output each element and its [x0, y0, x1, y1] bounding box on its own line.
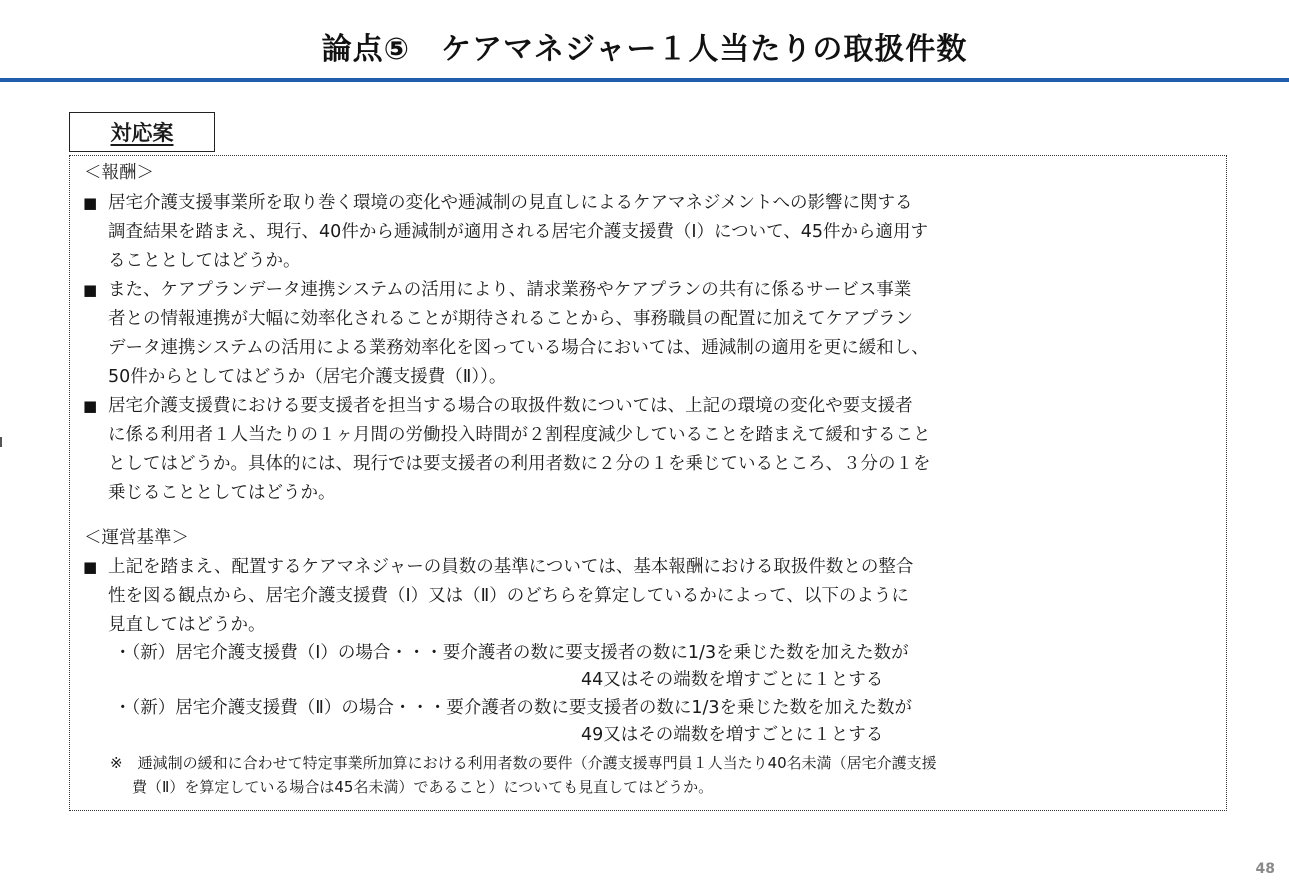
title-divider — [0, 78, 1289, 82]
bullet-marker: ■ — [83, 397, 98, 415]
bullet-3-line-3: としてはどうか。具体的には、現行では要支援者の利用者数に２分の１を乗じているところ、３分の１を — [108, 454, 931, 474]
bullet-1-line-1: 居宅介護支援事業所を取り巻く環境の変化や逓減制の見直しによるケアマネジメントへの影響に関する — [108, 193, 913, 213]
proposal-content-box — [69, 155, 1227, 811]
section-heading-remuneration: ＜報酬＞ — [84, 163, 154, 183]
sub-item-1-line-2: 44又はその端数を増すごとに１とする — [581, 670, 884, 690]
section-heading-operation: ＜運営基準＞ — [84, 528, 189, 548]
sub-item-1-line-1: ・（新）居宅介護支援費（Ⅰ）の場合・・・要介護者の数に要支援者の数に1/3を乗じた数を加えた数が — [114, 643, 909, 663]
note-line-2: 費（Ⅱ）を算定している場合は45名未満）であること）についても見直してはどうか。 — [132, 778, 714, 796]
bullet-1-line-3: ることとしてはどうか。 — [108, 251, 301, 271]
bullet-2-line-3: データ連携システムの活用による業務効率化を図っている場合においては、逓減制の適用を更に緩和し、 — [108, 338, 929, 358]
bullet-1-line-2: 調査結果を踏まえ、現行、40件から逓減制が適用される居宅介護支援費（Ⅰ）について、45件から適用す — [108, 222, 929, 242]
bullet-marker: ■ — [83, 281, 98, 299]
operation-bullet-line-3: 見直してはどうか。 — [108, 615, 266, 635]
page-title: 論点⑤ ケアマネジャー１人当たりの取扱件数 — [321, 32, 968, 67]
bullet-3-line-1: 居宅介護支援費における要支援者を担当する場合の取扱件数については、上記の環境の変化や要支援者 — [108, 396, 913, 416]
bullet-3-line-4: 乗じることとしてはどうか。 — [108, 483, 336, 503]
bullet-marker: ■ — [83, 558, 98, 576]
operation-bullet-line-2: 性を図る観点から、居宅介護支援費（Ⅰ）又は（Ⅱ）のどちらを算定しているかによって、以下のように — [108, 586, 909, 606]
operation-bullet-line-1: 上記を踏まえ、配置するケアマネジャーの員数の基準については、基本報酬における取扱件数との整合 — [108, 557, 914, 577]
note-line-1: ※ 逓減制の緩和に合わせて特定事業所加算における利用者数の要件（介護支援専門員１人当たり40名未満（居宅介護支援 — [110, 754, 937, 772]
bullet-marker: ■ — [83, 194, 98, 212]
bullet-2-line-4: 50件からとしてはどうか（居宅介護支援費（Ⅱ））。 — [108, 367, 507, 387]
page-number: 48 — [1255, 861, 1275, 877]
sub-item-2-line-1: ・（新）居宅介護支援費（Ⅱ）の場合・・・要介護者の数に要支援者の数に1/3を乗じた数を加えた数が — [114, 698, 913, 718]
bullet-2-line-1: また、ケアプランデータ連携システムの活用により、請求業務やケアプランの共有に係るサービス事業 — [108, 280, 912, 300]
proposal-tag: 対応案 — [69, 112, 215, 152]
bullet-2-line-2: 者との情報連携が大幅に効率化されることが期待されることから、事務職員の配置に加えてケアプラン — [108, 309, 913, 329]
sub-item-2-line-2: 49又はその端数を増すごとに１とする — [581, 725, 884, 745]
edge-mark — [0, 437, 2, 447]
bullet-3-line-2: に係る利用者１人当たりの１ヶ月間の労働投入時間が２割程度減少していることを踏まえて緩和すること — [108, 425, 931, 445]
